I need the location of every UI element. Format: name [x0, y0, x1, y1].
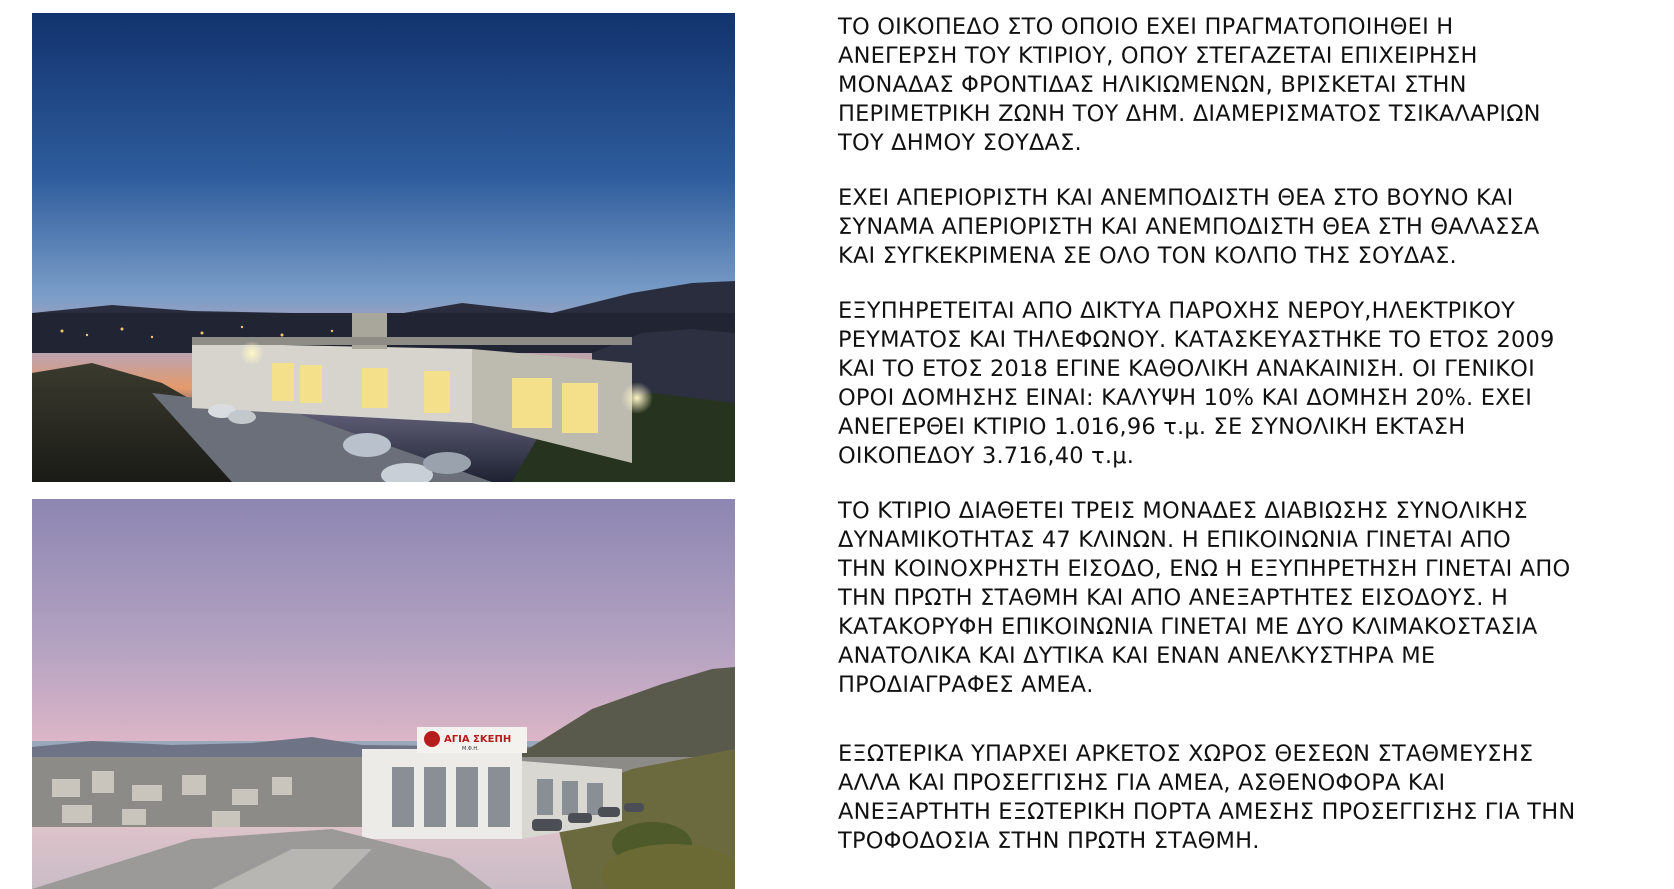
- text-line: ΜΟΝΑΔΑΣ ΦΡΟΝΤΙΔΑΣ ΗΛΙΚΙΩΜΕΝΩΝ, ΒΡΙΣΚΕΤΑΙ ΣΤΗΝ: [838, 72, 1467, 98]
- building-sign-subtext: Μ.Φ.Η.: [462, 746, 479, 752]
- text-line: ΤΡΟΦΟΔΟΣΙΑ ΣΤΗΝ ΠΡΩΤΗ ΣΤΑΘΜΗ.: [838, 828, 1260, 854]
- paragraph-view: [838, 184, 1658, 271]
- photo-building-dusk: [32, 499, 735, 889]
- text-line: ΑΝΕΓΕΡΘΕΙ ΚΤΙΡΙΟ 1.016,96 τ.μ. ΣΕ ΣΥΝΟΛΙΚΗ ΕΚΤΑΣΗ: [838, 414, 1466, 440]
- text-line: ΑΝΕΞΑΡΤΗΤΗ ΕΞΩΤΕΡΙΚΗ ΠΟΡΤΑ ΑΜΕΣΗΣ ΠΡΟΣΕΓΓΙΣΗΣ ΓΙΑ ΤΗΝ: [838, 799, 1576, 825]
- building-sign-text: ΑΓΙΑ ΣΚΕΠΗ: [444, 734, 512, 745]
- text-line: ΚΑΤΑΚΟΡΥΦΗ ΕΠΙΚΟΙΝΩΝΙΑ ΓΙΝΕΤΑΙ ΜΕ ΔΥΟ ΚΛΙΜΑΚΟΣΤΑΣΙΑ: [838, 614, 1538, 640]
- text-line: ΕΞΩΤΕΡΙΚΑ ΥΠΑΡΧΕΙ ΑΡΚΕΤΟΣ ΧΩΡΟΣ ΘΕΣΕΩΝ ΣΤΑΘΜΕΥΣΗΣ: [838, 741, 1534, 767]
- photo-building-night-image: [32, 13, 735, 482]
- text-line: ΤΗΝ ΠΡΩΤΗ ΣΤΑΘΜΗ ΚΑΙ ΑΠΟ ΑΝΕΞΑΡΤΗΤΕΣ ΕΙΣΟΔΟΥΣ. Η: [838, 585, 1509, 611]
- text-line: ΚΑΙ ΤΟ ΕΤΟΣ 2018 ΕΓΙΝΕ ΚΑΘΟΛΙΚΗ ΑΝΑΚΑΙΝΙΣΗ. ΟΙ ΓΕΝΙΚΟΙ: [838, 356, 1535, 382]
- text-line: ΑΝΕΓΕΡΣΗ ΤΟΥ ΚΤΙΡΙΟΥ, ΟΠΟΥ ΣΤΕΓΑΖΕΤΑΙ ΕΠΙΧΕΙΡΗΣΗ: [838, 43, 1478, 69]
- photo-building-night: [32, 13, 735, 482]
- paragraph-location: [838, 13, 1658, 158]
- text-line: ΠΡΟΔΙΑΓΡΑΦΕΣ ΑΜΕΑ.: [838, 672, 1094, 698]
- text-line: ΤΗΝ ΚΟΙΝΟΧΡΗΣΤΗ ΕΙΣΟΔΟ, ΕΝΩ Η ΕΞΥΠΗΡΕΤΗΣΗ ΓΙΝΕΤΑΙ ΑΠΟ: [838, 556, 1571, 582]
- text-line: ΤΟ ΚΤΙΡΙΟ ΔΙΑΘΕΤΕΙ ΤΡΕΙΣ ΜΟΝΑΔΕΣ ΔΙΑΒΙΩΣΗΣ ΣΥΝΟΛΙΚΗΣ: [838, 498, 1528, 524]
- text-line: ΡΕΥΜΑΤΟΣ ΚΑΙ ΤΗΛΕΦΩΝΟΥ. ΚΑΤΑΣΚΕΥΑΣΤΗΚΕ ΤΟ ΕΤΟΣ 2009: [838, 327, 1555, 353]
- text-line: ΤΟ ΟΙΚΟΠΕΔΟ ΣΤΟ ΟΠΟΙΟ ΕΧΕΙ ΠΡΑΓΜΑΤΟΠΟΙΗΘΕΙ Η: [838, 14, 1454, 40]
- paragraph-exterior: [838, 740, 1658, 856]
- paragraph-units: [838, 497, 1658, 700]
- description-text: [838, 13, 1658, 882]
- text-line: ΣΥΝΑΜΑ ΑΠΕΡΙΟΡΙΣΤΗ ΚΑΙ ΑΝΕΜΠΟΔΙΣΤΗ ΘΕΑ ΣΤΗ ΘΑΛΑΣΣΑ: [838, 214, 1540, 240]
- text-line: ΟΡΟΙ ΔΟΜΗΣΗΣ ΕΙΝΑΙ: ΚΑΛΥΨΗ 10% ΚΑΙ ΔΟΜΗΣΗ 20%. ΕΧΕΙ: [838, 385, 1533, 411]
- text-line: ΕΧΕΙ ΑΠΕΡΙΟΡΙΣΤΗ ΚΑΙ ΑΝΕΜΠΟΔΙΣΤΗ ΘΕΑ ΣΤΟ ΒΟΥΝΟ ΚΑΙ: [838, 185, 1514, 211]
- text-line: ΑΝΑΤΟΛΙΚΑ ΚΑΙ ΔΥΤΙΚΑ ΚΑΙ ΕΝΑΝ ΑΝΕΛΚΥΣΤΗΡΑ ΜΕ: [838, 643, 1436, 669]
- text-line: ΑΛΛΑ ΚΑΙ ΠΡΟΣΕΓΓΙΣΗΣ ΓΙΑ ΑΜΕΑ, ΑΣΘΕΝΟΦΟΡΑ ΚΑΙ: [838, 770, 1446, 796]
- text-line: ΚΑΙ ΣΥΓΚΕΚΡΙΜΕΝΑ ΣΕ ΟΛΟ ΤΟΝ ΚΟΛΠΟ ΤΗΣ ΣΟΥΔΑΣ.: [838, 243, 1457, 269]
- text-line: ΔΥΝΑΜΙΚΟΤΗΤΑΣ 47 ΚΛΙΝΩΝ. Η ΕΠΙΚΟΙΝΩΝΙΑ ΓΙΝΕΤΑΙ ΑΠΟ: [838, 527, 1511, 553]
- text-line: ΕΞΥΠΗΡΕΤΕΙΤΑΙ ΑΠΟ ΔΙΚΤΥΑ ΠΑΡΟΧΗΣ ΝΕΡΟΥ,ΗΛΕΚΤΡΙΚΟΥ: [838, 298, 1516, 324]
- photo-building-dusk-image: [32, 499, 735, 889]
- text-line: ΠΕΡΙΜΕΤΡΙΚΗ ΖΩΝΗ ΤΟΥ ΔΗΜ. ΔΙΑΜΕΡΙΣΜΑΤΟΣ ΤΣΙΚΑΛΑΡΙΩΝ: [838, 101, 1541, 127]
- text-line: ΤΟΥ ΔΗΜΟΥ ΣΟΥΔΑΣ.: [838, 130, 1082, 156]
- text-line: ΟΙΚΟΠΕΔΟΥ 3.716,40 τ.μ.: [838, 443, 1135, 469]
- paragraph-utilities: [838, 297, 1658, 471]
